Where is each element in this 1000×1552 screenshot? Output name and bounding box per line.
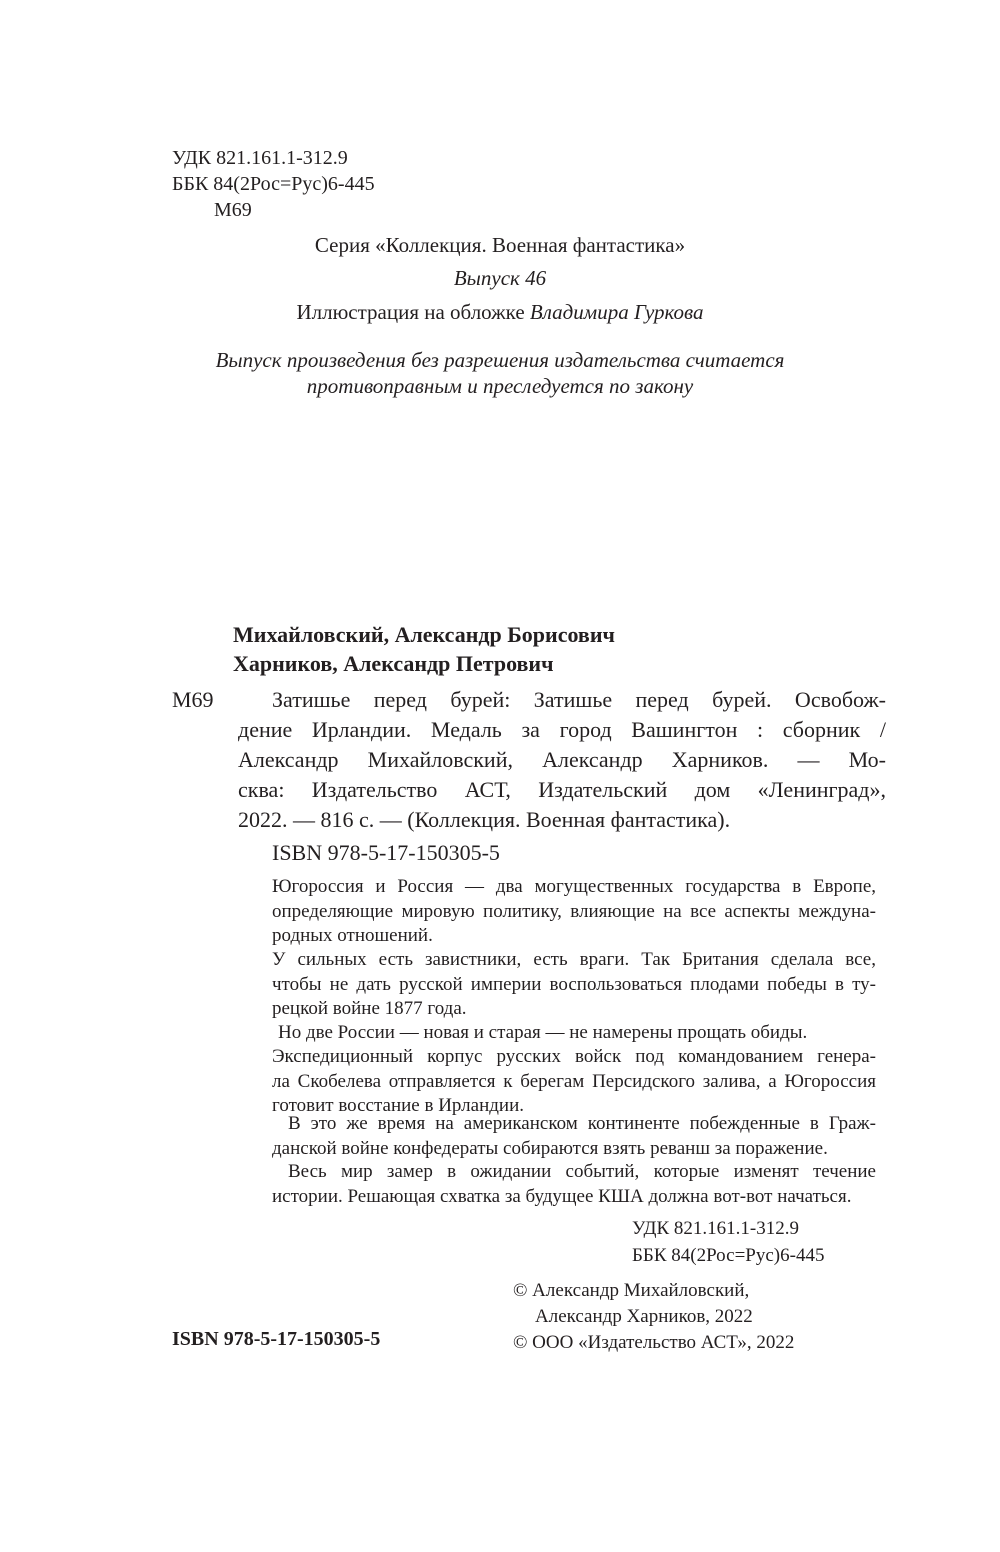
annotation-line: У сильных есть завистники, есть враги. Так Британия сделала все, bbox=[272, 949, 876, 970]
copyright-line2: Александр Харников, 2022 bbox=[535, 1306, 753, 1327]
annotation-line: родных отношений. bbox=[272, 925, 433, 946]
annotation-line: готовит восстание в Ирландии. bbox=[272, 1095, 525, 1116]
bib-mark: М69 bbox=[172, 687, 214, 712]
bib-line: Александр Михайловский, Александр Харников. — Мо- bbox=[238, 747, 886, 772]
bib-line: 2022. — 816 с. — (Коллекция. Военная фантастика). bbox=[238, 807, 731, 832]
bib-description bbox=[238, 685, 886, 835]
series-issue: Выпуск 46 bbox=[453, 266, 547, 290]
author-mark: М69 bbox=[214, 199, 252, 221]
annotation-line: Югороссия и Россия — два могущественных государства в Европе, bbox=[272, 876, 876, 897]
annotation-line: ла Скобелева отправляется к берегам Персидского залива, а Югороссия bbox=[272, 1070, 876, 1092]
illustrator-name: Владимира Гуркова bbox=[529, 300, 704, 324]
copyright-line1: © Александр Михайловский, bbox=[513, 1280, 750, 1301]
illustration-credit bbox=[0, 300, 1000, 325]
legal-notice-line2: противоправным и преследуется по закону bbox=[306, 374, 694, 398]
annotation-line: рецкой войне 1877 года. bbox=[272, 998, 467, 1019]
udk-code: УДК 821.161.1-312.9 bbox=[172, 147, 348, 169]
annotation-paragraph bbox=[272, 948, 876, 1022]
copyright-line3: © ООО «Издательство АСТ», 2022 bbox=[513, 1332, 795, 1353]
annotation-line: определяющие мировую политику, влияющие на все аспекты междуна- bbox=[272, 900, 876, 922]
annotation-line: истории. Решающая схватка за будущее КША должна вот-вот начаться. bbox=[272, 1185, 852, 1207]
bottom-isbn: ISBN 978-5-17-150305-5 bbox=[172, 1328, 381, 1350]
annotation-paragraph bbox=[272, 1112, 876, 1161]
annotation-line: данской войне конфедераты собираются взять реванш за поражение. bbox=[272, 1137, 828, 1159]
bbk-code: ББК 84(2Рос=Рус)6-445 bbox=[172, 173, 375, 195]
annotation-line: В это же время на американском континенте побежденные в Граж- bbox=[288, 1113, 876, 1134]
bib-isbn: ISBN 978-5-17-150305-5 bbox=[272, 840, 500, 865]
annotation-line: чтобы не дать русской империи воспользоваться плодами победы в ту- bbox=[272, 973, 876, 995]
annotation-paragraph bbox=[272, 1021, 876, 1046]
annotation-paragraph bbox=[272, 1045, 876, 1119]
bib-line: дение Ирландии. Медаль за город Вашингтон : сборник / bbox=[238, 717, 886, 742]
bottom-bbk-code: ББК 84(2Рос=Рус)6-445 bbox=[632, 1245, 825, 1266]
author-2: Харников, Александр Петрович bbox=[233, 651, 554, 676]
annotation-paragraph bbox=[272, 1160, 876, 1209]
bib-line: сква: Издательство АСТ, Издательский дом «Ленинград», bbox=[238, 777, 886, 802]
annotation-line: Экспедиционный корпус русских войск под командованием генера- bbox=[272, 1046, 876, 1067]
legal-notice-line1: Выпуск произведения без разрешения издательства считается bbox=[215, 348, 785, 372]
annotation-paragraph bbox=[272, 875, 876, 949]
author-1: Михайловский, Александр Борисович bbox=[233, 622, 615, 647]
annotation-line: Весь мир замер в ожидании событий, которые изменят течение bbox=[288, 1161, 876, 1182]
bottom-udk-code: УДК 821.161.1-312.9 bbox=[632, 1218, 799, 1239]
illustration-prefix: Иллюстрация на обложке bbox=[296, 300, 530, 324]
series-line: Серия «Коллекция. Военная фантастика» bbox=[314, 233, 686, 257]
bib-line: Затишье перед бурей: Затишье перед бурей. Освобож- bbox=[272, 687, 886, 712]
annotation-line: Но две России — новая и старая — не намерены прощать обиды. bbox=[278, 1022, 808, 1043]
